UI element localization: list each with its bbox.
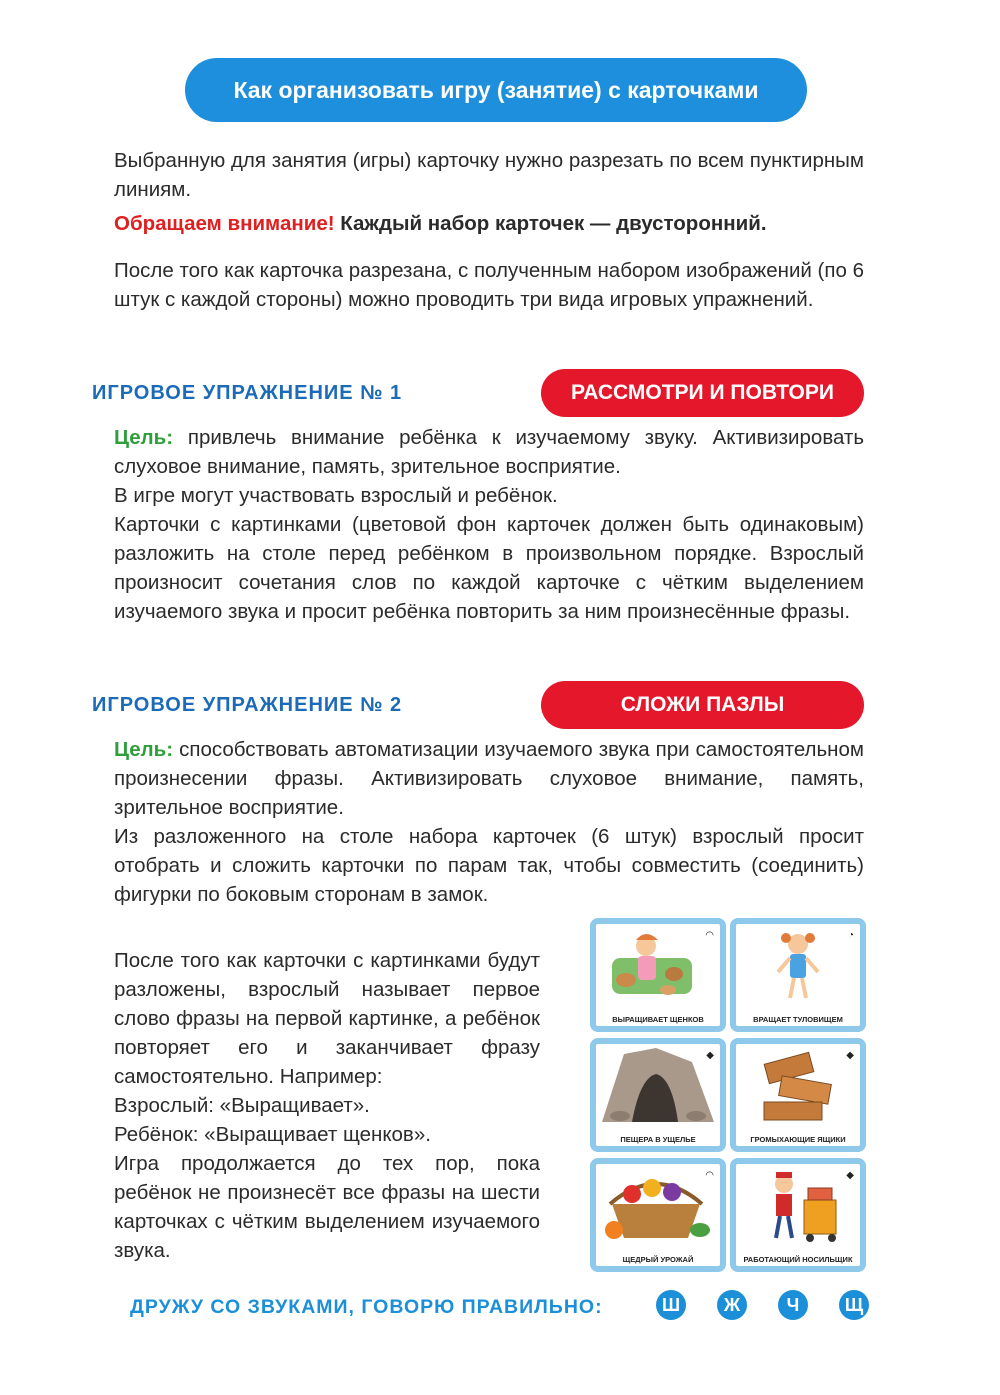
half-circle-mark-icon: ◠ [705, 930, 714, 941]
attention-note [92, 209, 864, 238]
card-caption: ВРАЩАЕТ ТУЛОВИЩЕМ [753, 1015, 843, 1024]
cave-picture [596, 1044, 720, 1124]
sound-letter-shch: Щ [839, 1290, 869, 1320]
exercise1-goal-label: Цель: [114, 426, 174, 449]
exercise1-instructions: Карточки с картинками (цветовой фон карточек должен быть одинаковым) разложить на столе перед ребёнком в произвольном порядке. Взрослый произносит сочетания слов по каждой карточке с чётким выделением изучаемого звука и просит ребёнка повторить за ним произнесённые фразы. [114, 513, 864, 623]
exercise2-child-example: Ребёнок: «Выращивает щенков». [114, 1123, 431, 1146]
card-caption: ГРОМЫХАЮЩИЕ ЯЩИКИ [750, 1135, 846, 1144]
intro-text-2: После того как карточка разрезана, с полученным набором изображений (по 6 штук с каждой стороны) можно проводить три вида игровых упражнений. [114, 259, 864, 311]
exercise2-instructions: Из разложенного на столе набора карточек (6 штук) взрослый просит отобрать и сложить карточки по парам так, чтобы совместить (соединить) фигурки по боковым сторонам в замок. [114, 825, 864, 906]
sound-letter-ch: Ч [778, 1290, 808, 1320]
sound-letter-zh: Ж [717, 1290, 747, 1320]
diamond-mark-icon: ◆ [846, 1050, 854, 1061]
exercise1-participants: В игре могут участвовать взрослый и ребёнок. [114, 484, 558, 507]
card-caption: ПЕЩЕРА В УЩЕЛЬЕ [620, 1135, 696, 1144]
girl-exercising-picture [736, 924, 860, 1004]
exercise2-procedure [92, 946, 540, 1265]
falling-boxes-picture [736, 1044, 860, 1124]
card-caption: ВЫРАЩИВАЕТ ЩЕНКОВ [612, 1015, 704, 1024]
diamond-mark-icon: ◆ [706, 1050, 714, 1061]
card-caption: ЩЕДРЫЙ УРОЖАЙ [622, 1255, 694, 1264]
diamond-mark-icon: ◆ [846, 1170, 854, 1181]
attention-label: Обращаем внимание! [114, 212, 335, 235]
intro-text-1: Выбранную для занятия (игры) карточку нужно разрезать по всем пунктирным линиям. [114, 149, 864, 201]
intro-paragraph-1 [92, 146, 864, 204]
exercise1-badge: РАССМОТРИ И ПОВТОРИ [541, 369, 864, 417]
card-6 [730, 1158, 866, 1272]
card-3 [590, 1038, 726, 1152]
card-1 [590, 918, 726, 1032]
exercise2-continuation: Игра продолжается до тех пор, пока ребёнок не произнесёт все фразы на шести карточках с чётким выделением изучаемого звука. [114, 1152, 540, 1262]
exercise2-heading: ИГРОВОЕ УПРАЖНЕНИЕ № 2 [92, 694, 403, 716]
exercise1-goal-text: привлечь внимание ребёнка к изучаемому звуку. Активизировать слуховое внимание, память, зрительное восприятие. [114, 426, 864, 478]
girl-with-puppies-picture [596, 924, 720, 1004]
puzzle-cards-illustration [590, 918, 866, 1272]
footer-series-title: ДРУЖУ СО ЗВУКАМИ, ГОВОРЮ ПРАВИЛЬНО: [130, 1296, 603, 1318]
fruit-basket-picture [596, 1164, 720, 1244]
sound-letter-sh: Ш [656, 1290, 686, 1320]
attention-text: Каждый набор карточек — двусторонний. [334, 212, 767, 235]
exercise2-badge: СЛОЖИ ПАЗЛЫ [541, 681, 864, 729]
half-circle-mark-icon: ◠ [705, 1170, 714, 1181]
card-caption: РАБОТАЮЩИЙ НОСИЛЬЩИК [743, 1255, 853, 1264]
exercise1-body [92, 423, 864, 626]
exercise2-goal-text: способствовать автоматизации изучаемого звука при самостоятельном произнесении фразы. Активизировать слуховое внимание, память, зрительное восприятие. [114, 738, 864, 819]
exercise1-heading: ИГРОВОЕ УПРАЖНЕНИЕ № 1 [92, 382, 403, 404]
card-5 [590, 1158, 726, 1272]
porter-picture [736, 1164, 860, 1244]
card-2 [730, 918, 866, 1032]
intro-paragraph-2 [92, 256, 864, 314]
card-4 [730, 1038, 866, 1152]
exercise2-goal-label: Цель: [114, 738, 174, 761]
quarter-circle-mark-icon: ◔ [847, 930, 854, 941]
exercise2-body [92, 735, 864, 909]
page-title: Как организовать игру (занятие) с карточками [185, 58, 807, 122]
exercise2-adult-example: Взрослый: «Выращивает». [114, 1094, 370, 1117]
exercise2-procedure-text: После того как карточки с картинками будут разложены, взрослый называет первое слово фразы на первой картинке, а ребёнок повторяет его и заканчивает фразу самостоятельно. Например: [114, 949, 540, 1088]
